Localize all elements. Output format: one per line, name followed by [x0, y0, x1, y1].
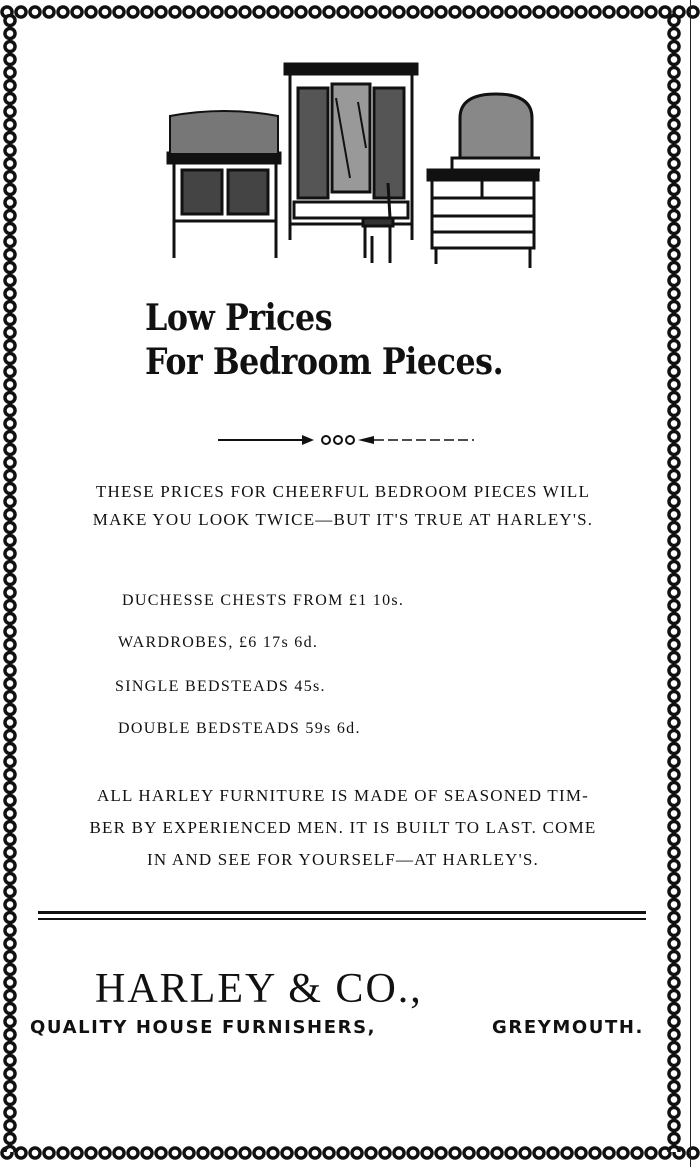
headline-line-2: For Bedroom Pieces.	[145, 341, 504, 383]
company-town: GREYMOUTH.	[492, 1017, 644, 1038]
wardrobe-icon	[285, 64, 417, 240]
divider-rule-thin	[38, 918, 646, 920]
price-item: WARDROBES, £6 17s 6d.	[118, 634, 319, 651]
outro-line-3: IN AND SEE FOR YOURSELF—AT HARLEY'S.	[147, 850, 539, 869]
price-item: DOUBLE BEDSTEADS 59s 6d.	[118, 720, 361, 737]
intro-line-1: THESE PRICES FOR CHEERFUL BEDROOM PIECES WILL	[95, 482, 591, 501]
duchesse-chest-icon	[428, 94, 540, 268]
company-tagline: QUALITY HOUSE FURNISHERS,	[30, 1017, 377, 1038]
price-item: DUCHESSE CHESTS FROM £1 10s.	[122, 592, 405, 609]
ornamental-border-top	[0, 2, 700, 22]
headline-line-1: Low Prices	[145, 297, 333, 339]
ornamental-border-right	[664, 14, 684, 1152]
price-item: SINGLE BEDSTEADS 45s.	[115, 678, 326, 695]
bedroom-furniture-illustration	[160, 58, 540, 273]
ornamental-border-left	[0, 14, 20, 1152]
washstand-icon	[168, 111, 280, 258]
outro-line-2: BER BY EXPERIENCED MEN. IT IS BUILT TO LAST. COME	[89, 818, 597, 837]
ornamental-divider-icon	[218, 432, 474, 448]
page-edge-line	[690, 0, 691, 1167]
company-name: HARLEY & CO.,	[95, 966, 423, 1012]
outro-line-1: ALL HARLEY FURNITURE IS MADE OF SEASONED TIM-	[96, 786, 590, 805]
ornamental-border-bottom	[0, 1143, 700, 1163]
intro-line-2: MAKE YOU LOOK TWICE—BUT IT'S TRUE AT HARLEY'S.	[92, 510, 594, 529]
headline	[145, 296, 503, 384]
divider-rule-thick	[38, 911, 646, 914]
